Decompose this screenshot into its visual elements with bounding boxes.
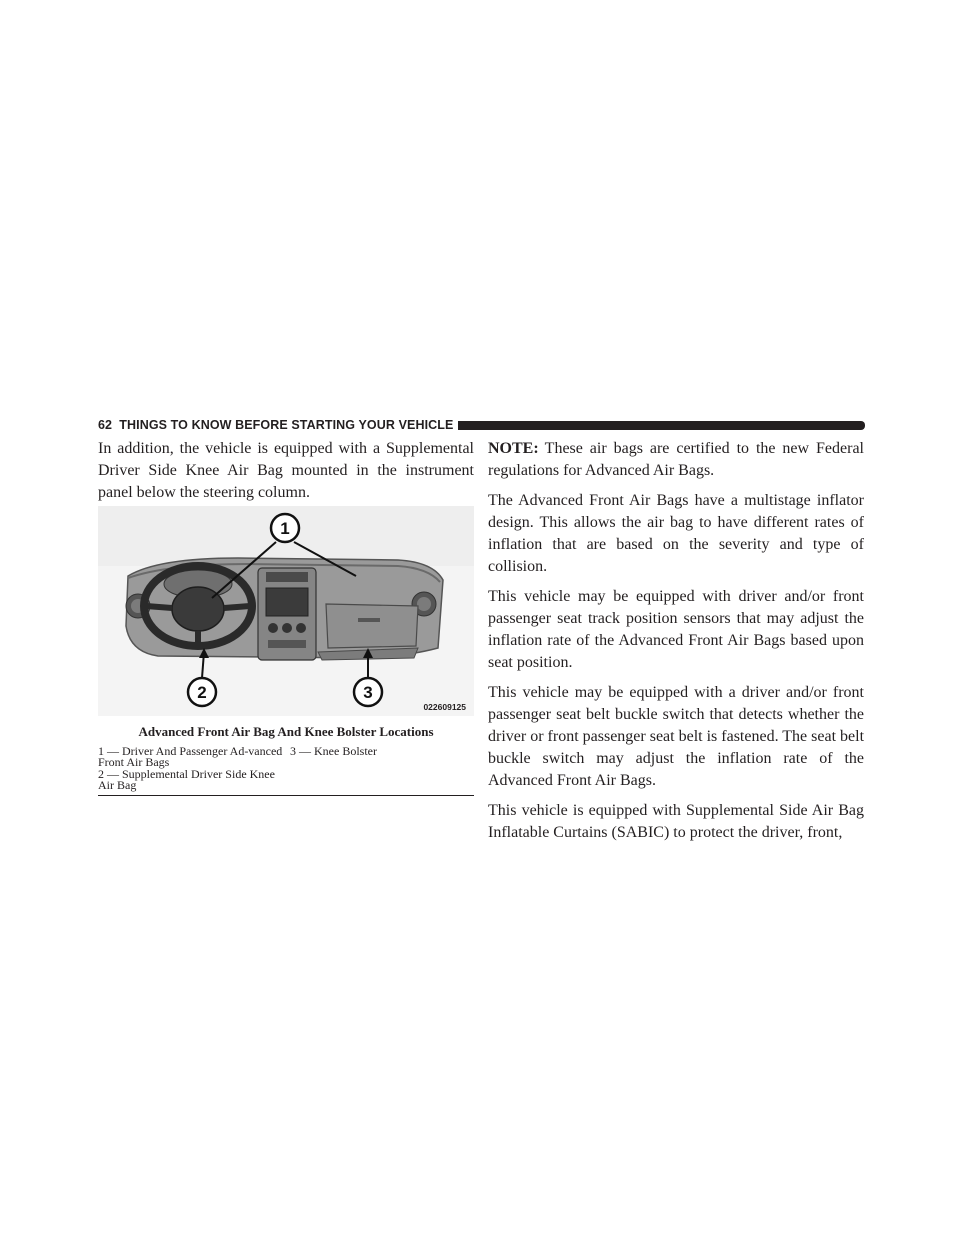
legend-item-3: 3 — Knee Bolster: [290, 744, 377, 758]
header-rule: [458, 421, 865, 430]
body-paragraph: The Advanced Front Air Bags have a multistage inflator design. This allows the air bag to have different rates of inflation that are based on the severity and type of collision.: [488, 492, 864, 575]
figure-legend: [98, 746, 474, 796]
figure-caption: Advanced Front Air Bag And Knee Bolster Locations: [138, 724, 434, 739]
left-column: [98, 438, 474, 512]
glove-box: [326, 604, 418, 648]
climate-knob-center: [282, 623, 292, 633]
callout-3-label: 3: [363, 683, 373, 702]
right-column: [488, 438, 864, 852]
callout-2-label: 2: [197, 683, 207, 702]
body-paragraph: This vehicle is equipped with Supplemental Side Air Bag Inflatable Curtains (SABIC) to protect the driver, front,: [488, 802, 864, 841]
radio-display: [266, 588, 308, 616]
body-paragraph: This vehicle may be equipped with driver and/or front passenger seat track position sensors that may adjust the inflation rate of the Advanced Front Air Bags based upon seat position.: [488, 588, 864, 671]
glove-box-handle: [358, 618, 380, 622]
climate-knob-right: [296, 623, 306, 633]
figure-code: 022609125: [423, 702, 466, 712]
right-vent-inner: [417, 597, 431, 611]
page-header-text: [98, 418, 453, 432]
note-paragraph: [488, 438, 864, 482]
section-title: THINGS TO KNOW BEFORE STARTING YOUR VEHICLE: [119, 418, 454, 432]
switch-bank: [268, 640, 306, 648]
legend-item-1: 1 — Driver And Passenger Ad-vanced Front Air Bags: [98, 744, 283, 769]
note-label: NOTE:: [488, 440, 539, 457]
page-number: 62: [98, 418, 113, 432]
center-vents: [266, 572, 308, 582]
callout-1-label: 1: [280, 519, 290, 538]
note-text: These air bags are certified to the new Federal regulations for Advanced Air Bags.: [488, 440, 864, 479]
intro-paragraph: In addition, the vehicle is equipped with a Supplemental Driver Side Knee Air Bag mounted in the instrument panel below the steering column.: [98, 440, 474, 501]
page-header: [98, 417, 865, 433]
climate-knob-left: [268, 623, 278, 633]
legend-item-2: 2 — Supplemental Driver Side Knee Air Bag: [98, 767, 275, 792]
body-paragraph: This vehicle may be equipped with a driver and/or front passenger seat belt buckle switch that detects whether the driver or front passenger seat belt is fastened. The seat belt buckle switch may adjust the inflation rate of the Advanced Front Air Bags.: [488, 684, 865, 789]
dashboard-illustration: [98, 506, 474, 716]
dashboard-figure: [98, 506, 474, 716]
